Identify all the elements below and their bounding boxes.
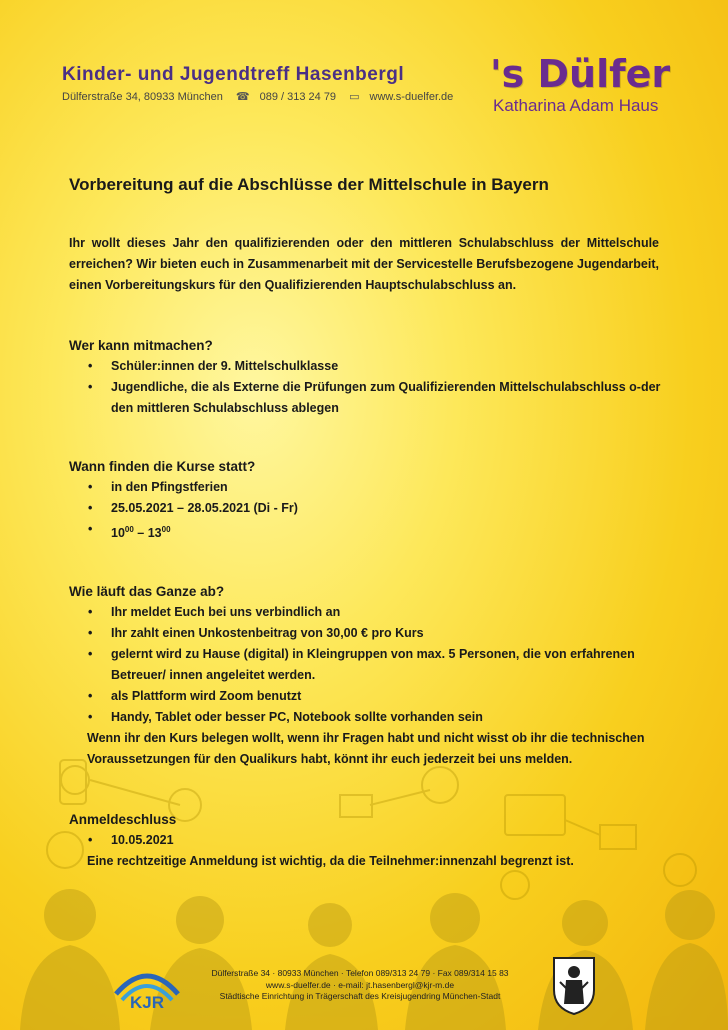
brand-logo: 's Dülfer: [490, 52, 671, 96]
list-item: • Handy, Tablet oder besser PC, Notebook sollte vorhanden sein: [69, 707, 669, 728]
address: Dülferstraße 34, 80933 München: [62, 91, 223, 103]
section-heading: Wie läuft das Ganze ab?: [69, 584, 225, 599]
section-who: [69, 338, 669, 419]
footer-line: Dülferstraße 34 · 80933 München · Telefon 089/313 24 79 · Fax 089/314 15 83: [211, 968, 509, 978]
list-item: • Ihr meldet Euch bei uns verbindlich an: [69, 602, 669, 623]
phone: 089 / 313 24 79: [259, 91, 337, 103]
contact-note: Wenn ihr den Kurs belegen wollt, wenn ihr Fragen habt und nicht wisst ob ihr die technischen Voraussetzungen für den Qualikurs habt, könnt ihr euch jederzeit bei uns melden.: [87, 731, 645, 766]
list-item: • 25.05.2021 – 28.05.2021 (Di - Fr): [69, 498, 669, 519]
section-heading: Wer kann mitmachen?: [69, 338, 213, 353]
section-when: [69, 459, 669, 544]
footer: [0, 948, 728, 1030]
document-body: [69, 175, 661, 868]
svg-text:KJR: KJR: [129, 993, 165, 1012]
list-item: • 10.05.2021: [69, 830, 669, 851]
section-heading: Wann finden die Kurse statt?: [69, 459, 256, 474]
brand-subtitle: Katharina Adam Haus: [493, 96, 659, 115]
organization-contact: [62, 90, 463, 103]
letterhead: [0, 0, 728, 130]
list-item: • als Plattform wird Zoom benutzt: [69, 686, 669, 707]
list-item: • Jugendliche, die als Externe die Prüfungen zum Qualifizierenden Mittelschulabschluss o-der den mittleren Schulabschluss ablegen: [69, 377, 669, 419]
footer-line: Städtische Einrichtung in Trägerschaft des Kreisjugendring München-Stadt: [219, 991, 501, 1001]
computer-icon: ▭: [349, 91, 360, 103]
list-item: • Ihr zahlt einen Unkostenbeitrag von 30,00 € pro Kurs: [69, 623, 669, 644]
section-deadline: [69, 812, 669, 872]
website: www.s-duelfer.de: [369, 91, 454, 103]
kjr-logo: [108, 956, 186, 1016]
page-title: Vorbereitung auf die Abschlüsse der Mittelschule in Bayern: [69, 175, 549, 194]
intro-paragraph: Ihr wollt dieses Jahr den qualifizierenden oder den mittleren Schulabschluss der Mittelschule erreichen? Wir bieten euch in Zusammenarbeit mit der Servicestelle Berufsbezogene Jugendarbeit, einen Vorbereitungskurs für den Qualifizierenden Hauptschulabschluss an.: [69, 236, 659, 292]
list-item: • in den Pfingstferien: [69, 477, 669, 498]
list-item: • Schüler:innen der 9. Mittelschulklasse: [69, 356, 669, 377]
list-item-time: • $10^{00} - 13^{00}$: [69, 519, 669, 544]
deadline-note: Eine rechtzeitige Anmeldung ist wichtig, da die Teilnehmer:innenzahl begrenzt ist.: [87, 854, 574, 868]
footer-line: www.s-duelfer.de · e-mail: jt.hasenbergl@kjr-m.de: [265, 979, 455, 990]
list-item: • gelernt wird zu Hause (digital) in Kleingruppen von max. 5 Personen, die von erfahrenen Betreuer/ innen angeleitet werden.: [69, 644, 669, 686]
footer-contact: [190, 968, 530, 1003]
munich-crest-icon: [550, 954, 598, 1016]
organization-name: Kinder- und Jugendtreff Hasenbergl: [62, 64, 405, 85]
section-how: [69, 584, 669, 770]
section-heading: Anmeldeschluss: [69, 812, 177, 827]
phone-icon: ☎: [235, 91, 250, 103]
